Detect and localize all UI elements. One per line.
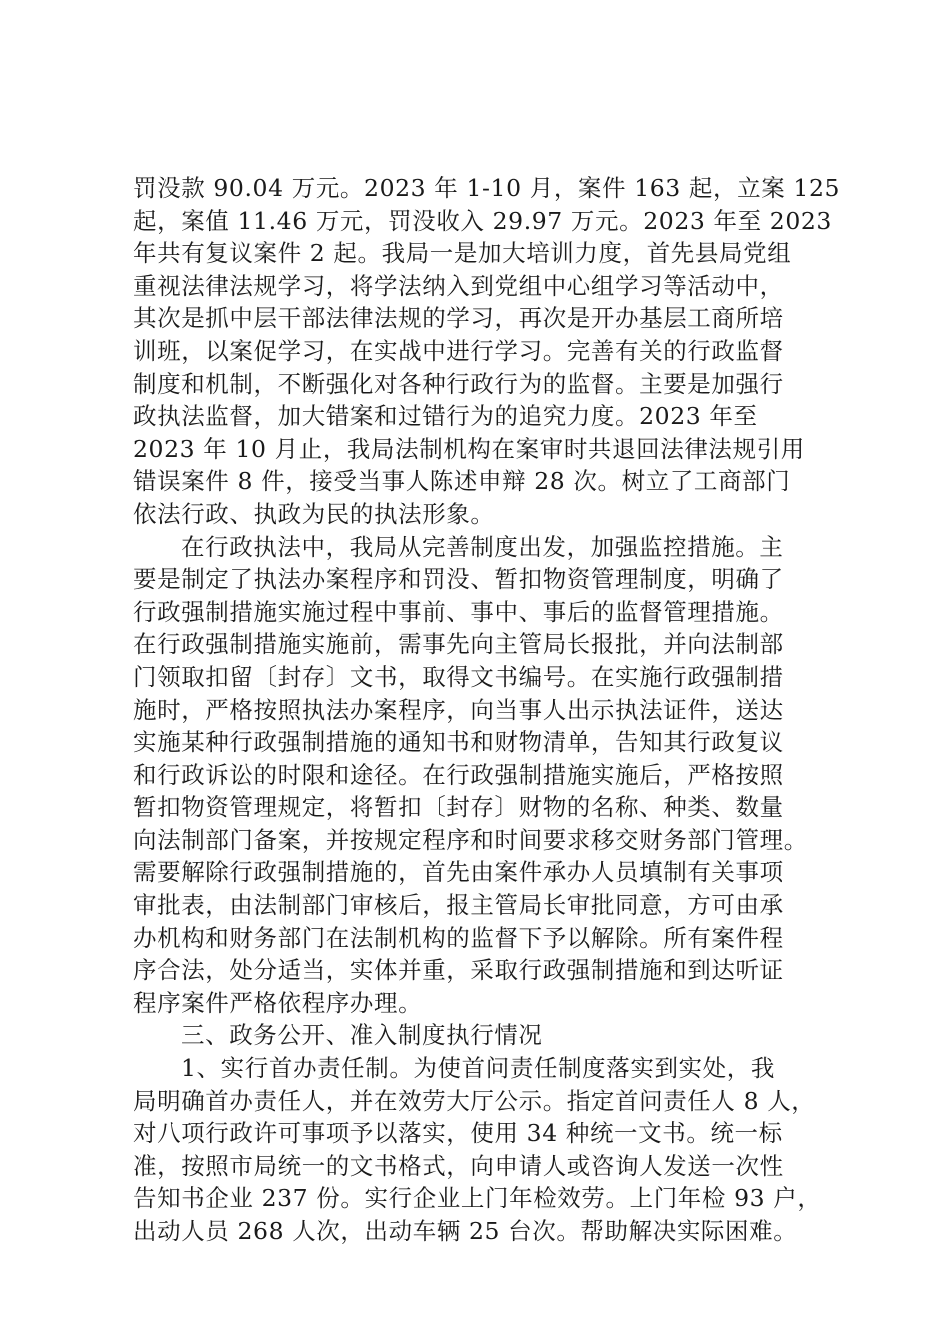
text-line: 出动人员 268 人次，出动车辆 25 台次。帮助解决实际困难。 (133, 1217, 798, 1245)
text-line: 重视法律法规学习，将学法纳入到党组中心组学习等活动中， (133, 271, 784, 300)
text-line: 实施某种行政强制措施的通知书和财物清单，告知其行政复议 (133, 728, 784, 757)
text-line: 告知书企业 237 份。实行企业上门年检效劳。上门年检 93 户， (133, 1184, 822, 1213)
text-line: 办机构和财务部门在法制机构的监督下予以解除。所有案件程 (133, 923, 784, 952)
text-line: 施时，严格按照执法办案程序，向当事人出示执法证件，送达 (133, 695, 784, 724)
text-line: 错误案件 8 件，接受当事人陈述申辩 28 次。树立了工商部门 (133, 467, 791, 496)
text-line: 在行政强制措施实施前，需事先向主管局长报批，并向法制部 (133, 630, 784, 659)
text-line: 序合法，处分适当，实体并重，采取行政强制措施和到达听证 (133, 956, 784, 985)
text-line: 对八项行政许可事项予以落实，使用 34 种统一文书。统一标 (133, 1119, 783, 1148)
paragraph-start-line: 在行政执法中，我局从完善制度出发，加强监控措施。主 (181, 532, 784, 561)
section-heading: 三、政务公开、准入制度执行情况 (181, 1021, 543, 1050)
text-line: 和行政诉讼的时限和途径。在行政强制措施实施后，严格按照 (133, 760, 784, 789)
text-line: 要是制定了执法办案程序和罚没、暂扣物资管理制度，明确了 (133, 565, 784, 594)
text-line: 向法制部门备案，并按规定程序和时间要求移交财务部门管理。 (133, 825, 808, 854)
text-line: 其次是抓中层干部法律法规的学习，再次是开办基层工商所培 (133, 304, 784, 333)
text-line: 罚没款 90.04 万元。2023 年 1-10 月，案件 163 起，立案 125 (133, 174, 841, 202)
text-line: 依法行政、执政为民的执法形象。 (133, 499, 495, 528)
text-line: 程序案件严格依程序办理。 (133, 988, 423, 1017)
text-line: 制度和机制，不断强化对各种行政行为的监督。主要是加强行 (133, 369, 784, 398)
text-line: 需要解除行政强制措施的，首先由案件承办人员填制有关事项 (133, 858, 784, 887)
text-line: 训班，以案促学习，在实战中进行学习。完善有关的行政监督 (133, 336, 784, 365)
text-line: 年共有复议案件 2 起。我局一是加大培训力度，首先县局党组 (133, 239, 792, 268)
text-line: 审批表，由法制部门审核后，报主管局长审批同意，方可由承 (133, 891, 784, 920)
paragraph-start-line: 1、实行首办责任制。为使首问责任制度落实到实处，我 (181, 1054, 775, 1083)
text-line: 起，案值 11.46 万元，罚没收入 29.97 万元。2023 年至 2023 (133, 206, 832, 235)
text-line: 准，按照市局统一的文书格式，向申请人或咨询人发送一次性 (133, 1151, 784, 1180)
text-line: 暂扣物资管理规定，将暂扣〔封存〕财物的名称、种类、数量 (133, 793, 784, 822)
body-text (133, 172, 845, 1248)
text-line: 门领取扣留〔封存〕文书，取得文书编号。在实施行政强制措 (133, 662, 784, 691)
text-line: 局明确首办责任人，并在效劳大厅公示。指定首问责任人 8 人， (133, 1086, 816, 1115)
text-line: 行政强制措施实施过程中事前、事中、事后的监督管理措施。 (133, 597, 784, 626)
text-line: 政执法监督，加大错案和过错行为的追究力度。2023 年至 (133, 402, 758, 431)
text-line: 2023 年 10 月止，我局法制机构在案审时共退回法律法规引用 (133, 434, 805, 463)
